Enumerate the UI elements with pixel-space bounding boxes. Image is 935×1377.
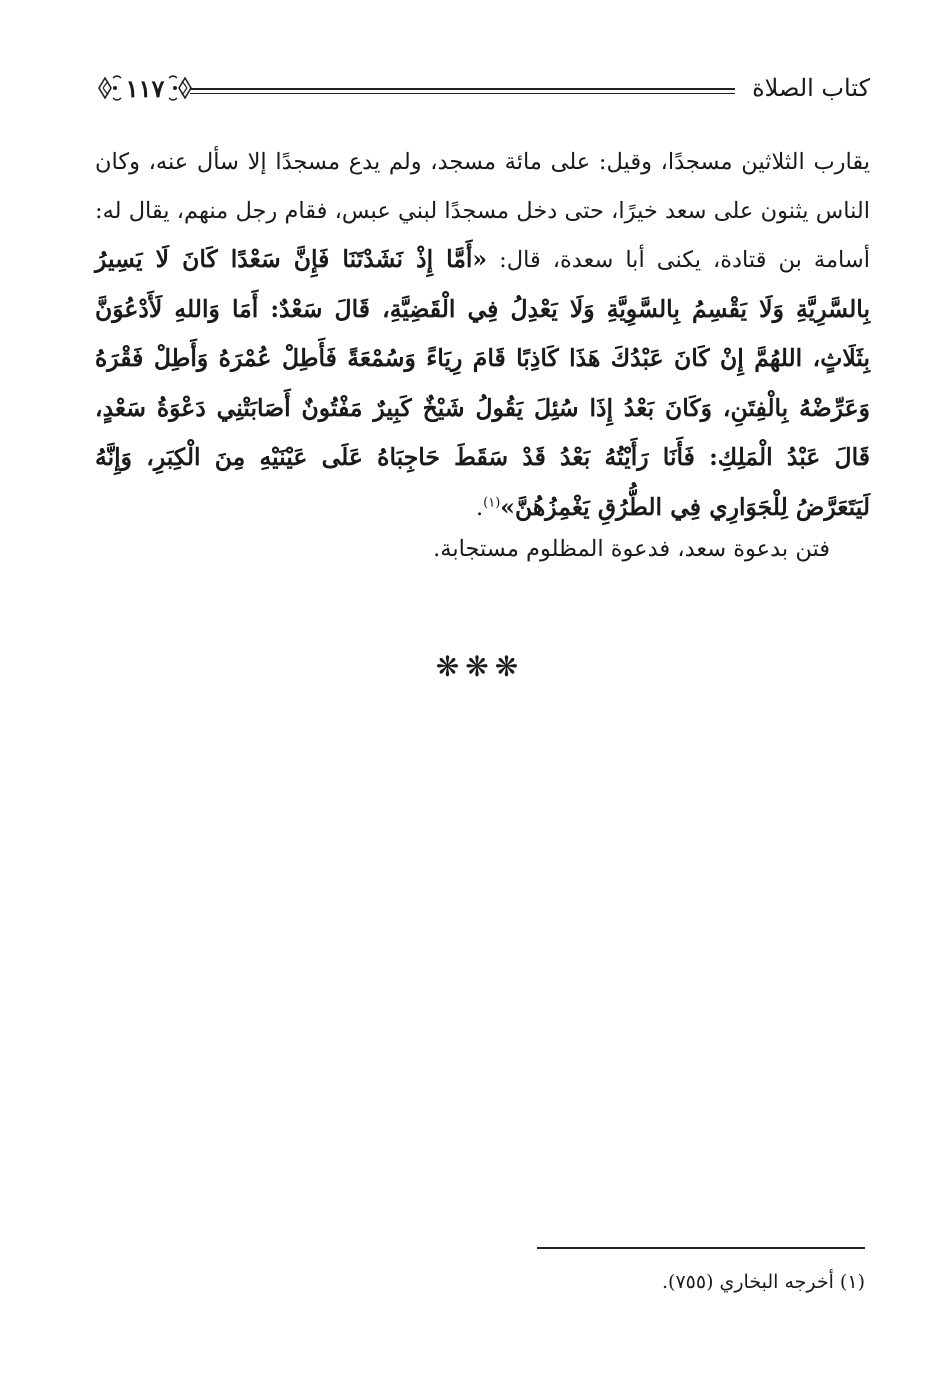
paragraph-intro: يقارب الثلاثين مسجدًا، وقيل: على مائة مسجد، ولم يدع مسجدًا إلا سأل عنه، وكان الناس يثنون على سعد خيرًا، حتى دخل مسجدًا لبني عبس، فقام رجل منهم، يقال له: أسامة بن قتادة، يكنى أبا سعدة، قال: [95, 149, 870, 273]
page-number-ornament [95, 70, 195, 106]
hadith-quote: «أَمَّا إِذْ نَشَدْتَنَا فَإِنَّ سَعْدًا كَانَ لَا يَسِيرُ بِالسَّرِيَّةِ وَلَا يَقْسِمُ بِالسَّوِيَّةِ وَلَا يَعْدِلُ فِي الْقَضِيَّةِ، قَالَ سَعْدٌ: أَمَا وَاللهِ لَأَدْعُوَنَّ بِثَلَاثٍ، اللهُمَّ إِنْ كَانَ عَبْدُكَ هَذَا كَاذِبًا قَامَ رِيَاءً وَسُمْعَةً فَأَطِلْ عُمْرَهُ وَأَطِلْ فَقْرَهُ وَعَرِّضْهُ بِالْفِتَنِ، وَكَانَ بَعْدُ إِذَا سُئِلَ يَقُولُ شَيْخٌ كَبِيرٌ مَفْتُونٌ أَصَابَتْنِي دَعْوَةُ سَعْدٍ، قَالَ عَبْدُ الْمَلِكِ: فَأَنَا رَأَيْتُهُ بَعْدُ قَدْ سَقَطَ حَاجِبَاهُ عَلَى عَيْنَيْهِ مِنَ الْكِبَرِ، وَإِنَّهُ لَيَتَعَرَّضُ لِلْجَوَارِي فِي الطُّرُقِ يَغْمِزُهُنَّ» [95, 245, 870, 521]
second-paragraph: فتن بدعوة سعد، فدعوة المظلوم مستجابة. [433, 536, 830, 562]
footnote-rule [537, 1247, 865, 1249]
section-separator: ❋❋❋ [435, 650, 525, 683]
footnote-reference[interactable]: (١) [483, 495, 501, 510]
footnote: (١) أخرجه البخاري (٧٥٥). [661, 1271, 865, 1293]
paragraph-end: . [476, 494, 484, 521]
page-number: ١١٧ [125, 74, 165, 103]
header-rule [190, 88, 735, 94]
page-header [95, 70, 870, 110]
running-title: كتاب الصلاة [752, 74, 870, 102]
main-paragraph [95, 138, 870, 532]
